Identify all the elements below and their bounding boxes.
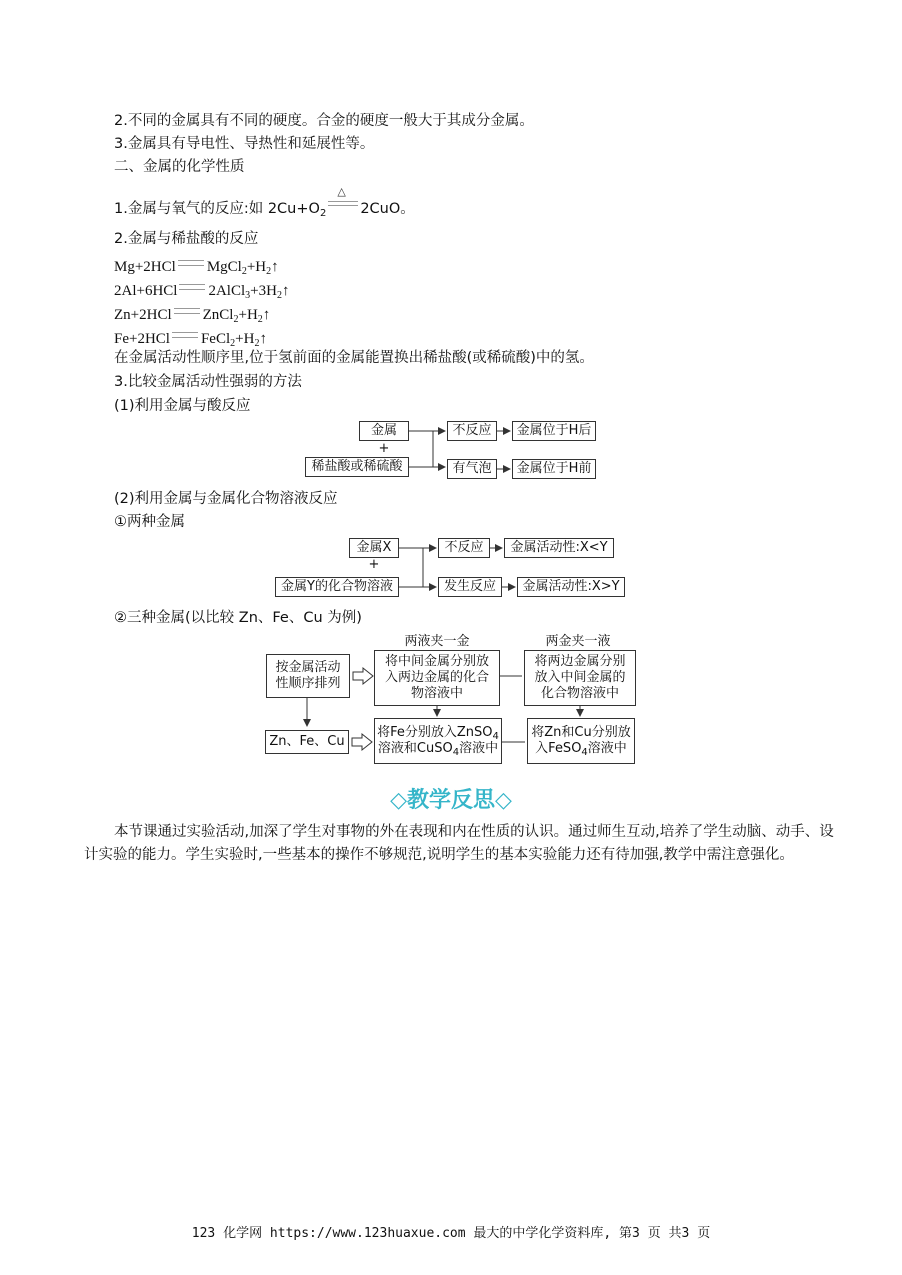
- result-before-h-box: 金属位于H前: [512, 459, 596, 479]
- metal-x-box: 金属X: [349, 538, 399, 558]
- bubbles-box: 有气泡: [447, 459, 497, 479]
- text-line-method-acid: (1)利用金属与酸反应: [114, 398, 251, 414]
- solution-y-box: 金属Y的化合物溶液: [275, 577, 399, 597]
- result-after-h-box: 金属位于H后: [512, 421, 596, 441]
- plus-sign: +: [378, 441, 390, 456]
- text-line-methods: 3.比较金属活动性强弱的方法: [114, 374, 302, 390]
- text-line-two-metals: ①两种金属: [114, 514, 185, 530]
- text-line-hardness: 2.不同的金属具有不同的硬度。合金的硬度一般大于其成分金属。: [114, 113, 534, 129]
- equation-zn: Zn+2HCl $ZnCl_2+H_2↑$: [114, 307, 271, 325]
- text-line-acid-reaction: 2.金属与稀盐酸的反应: [114, 231, 259, 247]
- text-line-three-metals: ②三种金属(以比较 Zn、Fe、Cu 为例): [114, 610, 362, 626]
- side-metals-box: 将两边金属分别放入中间金属的化合物溶液中: [524, 650, 636, 706]
- teaching-reflection-title: ◇教学反思◇: [390, 787, 512, 813]
- text-line-method-solution: (2)利用金属与金属化合物溶液反应: [114, 491, 338, 507]
- plus-sign: +: [368, 557, 380, 572]
- result-x-less-y-box: 金属活动性:X<Y: [504, 538, 614, 558]
- equation-al: 2Al+6HCl $2AlCl_3+3H_2↑$: [114, 283, 290, 301]
- zn-cu-into-feso4-box: 将Zn和Cu分别放 入FeSO$_4$溶液中: [527, 718, 635, 764]
- no-reaction-box: 不反应: [447, 421, 497, 441]
- section-heading-chemical-properties: 二、金属的化学性质: [114, 159, 245, 175]
- heat-condition-sign: △: [328, 199, 358, 213]
- metal-box: 金属: [359, 421, 409, 441]
- text-line-conductivity: 3.金属具有导电性、导热性和延展性等。: [114, 136, 375, 152]
- label-two-solutions-one-metal: 两液夹一金: [404, 634, 470, 649]
- result-x-greater-y-box: 金属活动性:X>Y: [517, 577, 625, 597]
- middle-metal-box: 将中间金属分别放入两边金属的化合物溶液中: [374, 650, 500, 706]
- metals-zn-fe-cu-box: Zn、Fe、Cu: [265, 730, 349, 754]
- no-reaction-box: 不反应: [438, 538, 490, 558]
- equation-fe: Fe+2HCl $FeCl_2+H_2↑$: [114, 331, 267, 349]
- teaching-reflection-text: 本节课通过实验活动,加深了学生对事物的外在表现和内在性质的认识。通过师生互动,培养了学生动脑、动手、设计实验的能力。学生实验时,一些基本的操作不够规范,说明学生的基本实验能力还有待加强,教学中需注意强化。: [84, 824, 834, 863]
- page-footer: 123 化学网 https://www.123huaxue.com 最大的中学化学资料库, 第3 页 共3 页: [191, 1226, 711, 1241]
- reaction-box: 发生反应: [438, 577, 502, 597]
- order-box: 按金属活动性顺序排列: [266, 654, 350, 698]
- label-two-metals-one-solution: 两金夹一液: [545, 634, 611, 649]
- equation-mg: Mg+2HCl $MgCl_2+H_2↑$: [114, 259, 279, 277]
- acid-box: 稀盐酸或稀硫酸: [305, 457, 409, 477]
- text-line-hydrogen-displacement: 在金属活动性顺序里,位于氢前面的金属能置换出稀盐酸(或稀硫酸)中的氢。: [114, 350, 594, 366]
- fe-into-solutions-box: 将Fe分别放入ZnSO$_4$ 溶液和CuSO$_4$溶液中: [374, 718, 502, 764]
- oxygen-reaction-line: 1.金属与氧气的反应:如 $2Cu+O_2$ △ 2CuO。: [114, 185, 415, 219]
